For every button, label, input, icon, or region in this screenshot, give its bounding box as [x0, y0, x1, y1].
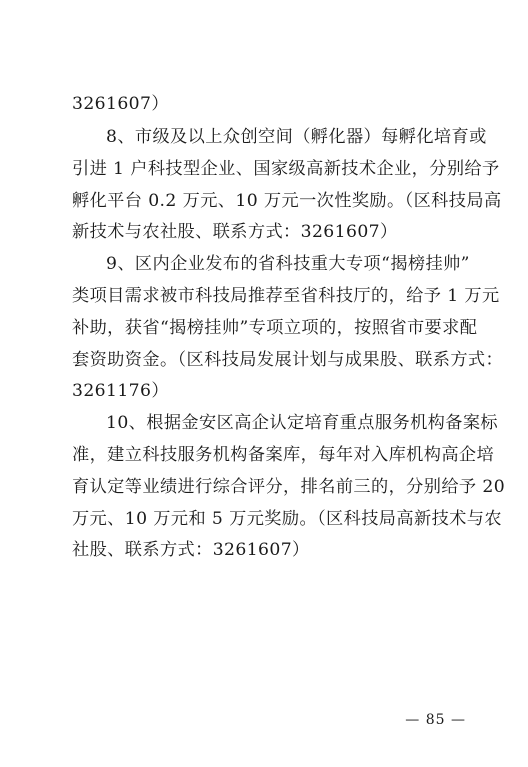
text-line: 套资助资金。（区科技局发展计划与成果股、联系方式：	[72, 350, 504, 370]
text-line: 育认定等业绩进行综合评分，排名前三的，分别给予 20	[72, 477, 506, 497]
text-line: 社股、联系方式：3261607）	[72, 540, 310, 560]
text-line: 万元、10 万元和 5 万元奖励。（区科技局高新技术与农	[72, 509, 502, 529]
text-line: 补助，获省“揭榜挂帅”专项立项的，按照省市要求配	[72, 318, 478, 338]
text-line: 孵化平台 0.2 万元、10 万元一次性奖励。（区科技局高	[72, 191, 502, 211]
text-line: 类项目需求被市科技局推荐至省科技厅的，给予 1 万元	[72, 286, 500, 306]
text-line: 准，建立科技服务机构备案库，每年对入库机构高企培	[72, 445, 495, 465]
text-line: 引进 1 户科技型企业、国家级高新技术企业，分别给予	[72, 159, 500, 179]
page-number: — 85 —	[405, 712, 466, 728]
text-line: 8、市级及以上众创空间（孵化器）每孵化培育或	[106, 127, 487, 147]
text-line: 3261176）	[72, 381, 169, 401]
text-line: 10、根据金安区高企认定培育重点服务机构备案标	[106, 413, 499, 433]
text-line: 3261607）	[72, 94, 169, 114]
text-line: 新技术与农社股、联系方式：3261607）	[72, 222, 398, 242]
text-line: 9、区内企业发布的省科技重大专项“揭榜挂帅”	[106, 254, 470, 274]
